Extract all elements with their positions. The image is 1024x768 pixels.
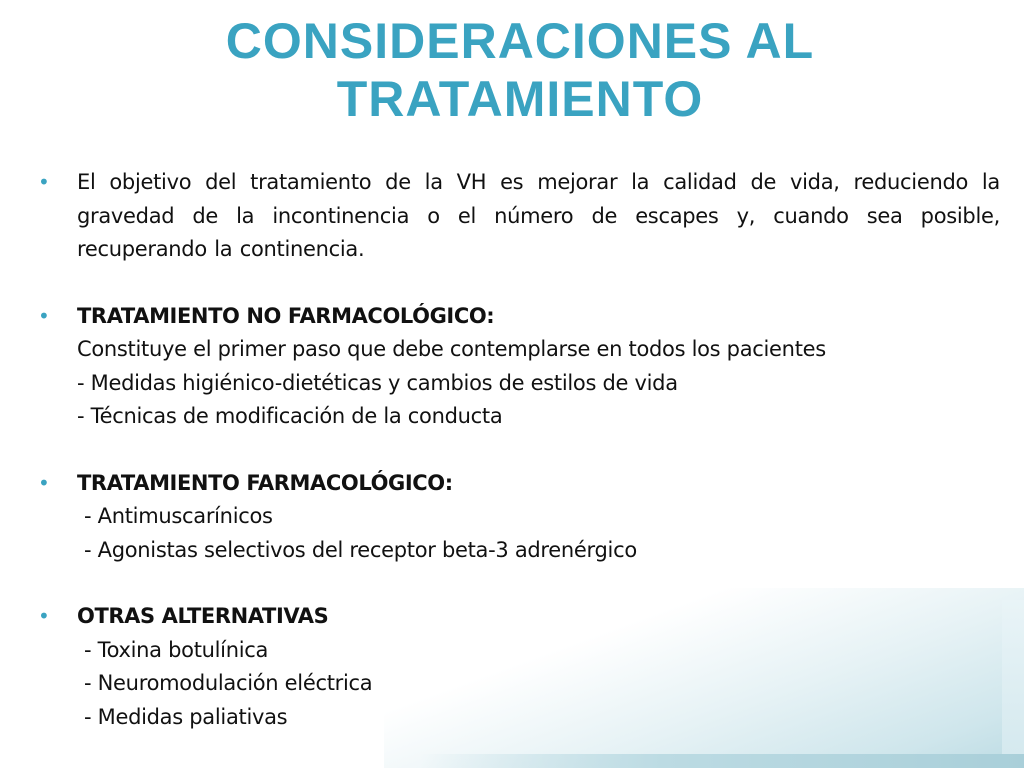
bullet-objective <box>38 166 1000 267</box>
slide-title <box>60 12 980 128</box>
list-item: Constituye el primer paso que debe contemplarse en todos los pacientes <box>77 337 826 361</box>
list-item: - Agonistas selectivos del receptor beta-3 adrenérgico <box>84 537 637 562</box>
slide-content <box>38 166 1000 734</box>
decorative-bottom-strip <box>420 754 1024 768</box>
bullet-other-alternatives <box>38 600 1000 734</box>
section-heading: OTRAS ALTERNATIVAS <box>77 604 329 628</box>
list-item: - Medidas paliativas <box>84 704 288 729</box>
objective-text: El objetivo del tratamiento de la VH es mejorar la calidad de vida, reduciendo la gravedad de la incontinencia o el número de escapes y, cuando sea posible, recuperando la continencia. <box>77 170 1000 261</box>
list-item: - Medidas higiénico-dietéticas y cambios de estilos de vida <box>77 370 678 395</box>
list-item: - Técnicas de modificación de la conducta <box>77 404 503 428</box>
bullet-pharmacological <box>38 467 1000 568</box>
decorative-right-edge <box>1002 600 1024 768</box>
title-line-1: CONSIDERACIONES AL <box>225 13 815 69</box>
bullet-dot-icon: • <box>38 303 50 328</box>
list-item: - Antimuscarínicos <box>84 504 273 528</box>
section-heading: TRATAMIENTO NO FARMACOLÓGICO: <box>77 303 495 328</box>
title-line-2: TRATAMIENTO <box>336 71 704 127</box>
bullet-dot-icon: • <box>38 604 50 628</box>
bullet-dot-icon: • <box>38 170 50 194</box>
section-heading: TRATAMIENTO FARMACOLÓGICO: <box>77 470 453 495</box>
bullet-dot-icon: • <box>38 470 50 495</box>
bullet-non-pharmacological <box>38 300 1000 434</box>
list-item: - Neuromodulación eléctrica <box>84 671 373 695</box>
list-item: - Toxina botulínica <box>84 637 269 662</box>
